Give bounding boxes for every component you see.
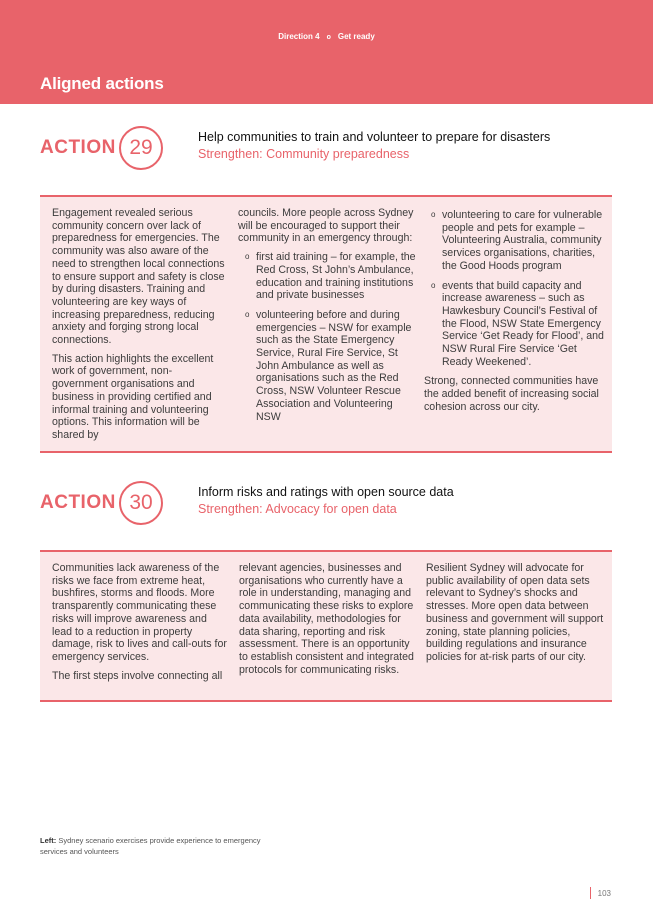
action-number-badge: 30 (119, 481, 163, 525)
bullet-list (238, 251, 416, 423)
action-30-col-3 (426, 562, 606, 670)
list-item (238, 309, 416, 423)
action-label: ACTION (40, 137, 116, 158)
paragraph: Resilient Sydney will advocate for public availability of open data sets relevant to Sydney’s shocks and stresses. More open data between business and government will support zoning, state planning policies, building regulations and insurance policies for at-risk parts of our city. (426, 562, 604, 663)
paragraph: This action highlights the excellent work of government, non-government organisations and business in providing certified and informal training and volunteering options. This information will be shared by (52, 352, 214, 441)
action-subtitle: Strengthen: Advocacy for open data (198, 502, 397, 516)
paragraph: Communities lack awareness of the risks we face from extreme heat, bushfires, storms and floods. More transparently communicating these risks will improve awareness and lead to a reduction in property damage, risk to lives and call-outs for emergency services. (52, 562, 227, 663)
page-title: Aligned actions (40, 74, 164, 93)
action-30-header (40, 481, 620, 525)
header-banner (0, 0, 653, 104)
paragraph: Engagement revealed serious community concern over lack of preparedness for emergencies. The community was also aware of the need to strengthen local connections to ensure support and safety is close by during disasters. Training and volunteering are key ways of increasing preparedness, reducing anxiety and forging strong local connections. (52, 207, 225, 347)
list-item-text: events that build capacity and increase awareness – such as Hawkesbury Council’s Festival of the Flood, NSW State Emergency Service ‘Get Ready for Flood’, and NSW Rural Fire Service ‘Get Ready Weekened’. (442, 279, 604, 368)
bullet-icon: o (245, 309, 250, 319)
bullet-list (424, 209, 604, 368)
action-subtitle: Strengthen: Community preparedness (198, 147, 410, 161)
bullet-icon: o (431, 280, 436, 290)
paragraph: Strong, connected communities have the added benefit of increasing social cohesion across our city. (424, 375, 599, 413)
list-item (238, 251, 416, 302)
bullet-icon: o (431, 210, 436, 219)
action-29-header (40, 126, 620, 170)
breadcrumb-section: Direction 4 (278, 32, 320, 41)
page-number: 103 (597, 889, 611, 898)
action-number-badge: 29 (119, 126, 163, 170)
caption-text: Sydney scenario exercises provide experience to emergency services and volunteers (40, 836, 261, 856)
list-item-text: first aid training – for example, the Red Cross, St John’s Ambulance, education and training institutions and private businesses (256, 251, 416, 302)
list-item-text: volunteering before and during emergencies – NSW for example such as the State Emergency Service, Rural Fire Service, St John Ambulance as well as organisations such as the Red Cross, NSW Volunteer Rescue Association and Volunteering NSW (256, 308, 412, 423)
action-29-col-2 (238, 207, 416, 430)
breadcrumb-page: Get ready (337, 32, 375, 41)
action-30-col-1 (52, 562, 227, 688)
caption-lead: Left: (40, 836, 57, 845)
paragraph: councils. More people across Sydney will be encouraged to support their community in an emergency through: (238, 207, 414, 245)
action-29-col-1 (52, 207, 227, 448)
list-item (424, 280, 604, 369)
paragraph: relevant agencies, businesses and organisations who currently have a role in understanding, managing and communicating these risks to explore data availability, methodologies for data sharing, reporting and risk assessment. There is an opportunity to establish consistent and integrated protocols for communicating risks. (239, 562, 414, 676)
action-title: Inform risks and ratings with open source data (198, 485, 454, 499)
breadcrumb (0, 32, 653, 41)
breadcrumb-separator: o (326, 34, 331, 41)
action-30-col-2 (239, 562, 419, 682)
action-title: Help communities to train and volunteer to prepare for disasters (198, 130, 551, 144)
list-item (424, 209, 604, 273)
bullet-icon: o (245, 252, 250, 262)
action-29-col-3 (424, 209, 604, 420)
page-number-divider (590, 887, 591, 899)
paragraph: The first steps involve connecting all (52, 669, 223, 682)
list-item-text: volunteering to care for vulnerable people and pets for example – Volunteering Australia, community services organisations, charities, the Good Hoods program (442, 209, 603, 272)
action-29-panel (40, 195, 612, 453)
image-caption (40, 835, 280, 857)
action-30-panel (40, 550, 612, 702)
action-label: ACTION (40, 492, 116, 513)
